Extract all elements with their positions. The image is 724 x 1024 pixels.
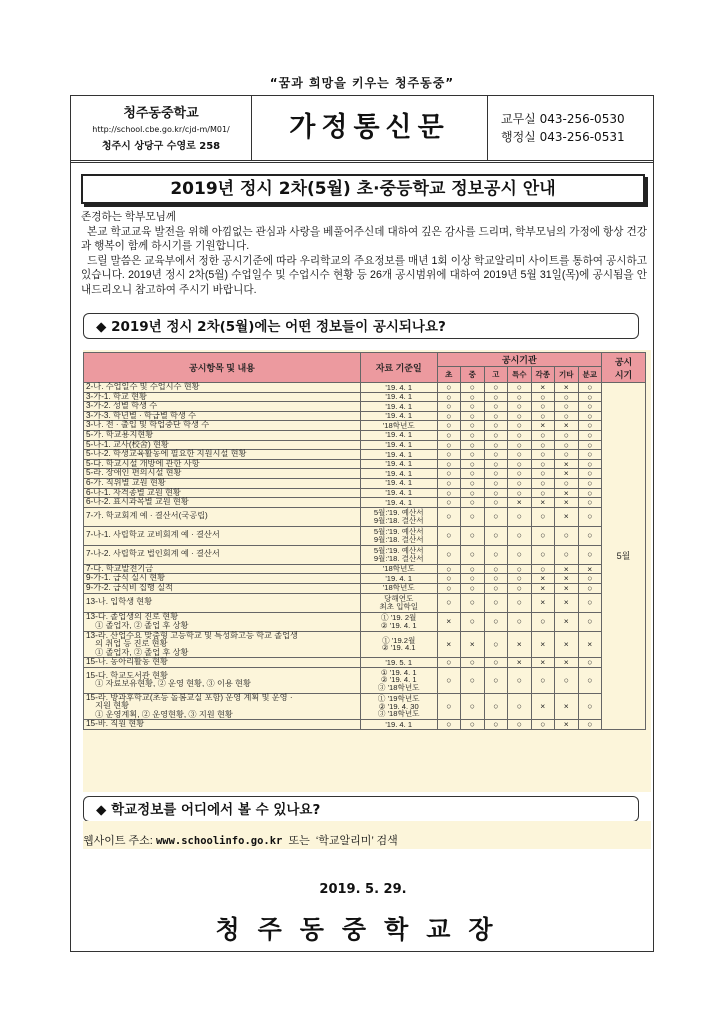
cell-mark: ○ bbox=[461, 402, 485, 412]
cell-mark: × bbox=[461, 631, 485, 658]
cell-mark: ○ bbox=[484, 693, 508, 720]
col-header-org-5: 기타 bbox=[555, 367, 579, 383]
cell-mark: × bbox=[555, 383, 579, 393]
cell-mark: ○ bbox=[555, 526, 579, 545]
cell-mark: ○ bbox=[508, 667, 532, 693]
website-prefix: 웹사이트 주소: bbox=[83, 835, 156, 847]
cell-mark: ○ bbox=[578, 658, 602, 668]
cell-mark: ○ bbox=[461, 720, 485, 730]
table-row bbox=[84, 593, 646, 612]
col-header-time: 공시 시기 bbox=[602, 353, 646, 383]
section-heading-2: ◆ 학교정보를 어디에서 볼 수 있나요? bbox=[83, 796, 639, 822]
cell-item: 7-가. 학교회계 예 · 결산서(국공립) bbox=[84, 507, 361, 526]
cell-mark: ○ bbox=[531, 564, 555, 574]
cell-mark: × bbox=[555, 658, 579, 668]
cell-mark: ○ bbox=[484, 430, 508, 440]
cell-mark: ○ bbox=[508, 383, 532, 393]
cell-mark: ○ bbox=[437, 574, 461, 584]
cell-mark: × bbox=[531, 421, 555, 431]
cell-mark: ○ bbox=[484, 421, 508, 431]
cell-mark: ○ bbox=[461, 667, 485, 693]
cell-mark: × bbox=[508, 658, 532, 668]
website-keyword: ‘학교알리미’ bbox=[315, 835, 374, 847]
cell-mark: ○ bbox=[508, 720, 532, 730]
cell-item: 13-다. 졸업생의 진로 현황 ① 졸업자, ② 졸업 후 상황 bbox=[84, 612, 361, 631]
cell-item: 9-가-2. 급식비 집행 실적 bbox=[84, 583, 361, 593]
cell-std-date: ① '19. 2월 ② '19. 4. 1 bbox=[360, 612, 437, 631]
cell-mark: ○ bbox=[578, 612, 602, 631]
cell-mark: ○ bbox=[555, 392, 579, 402]
cell-mark: × bbox=[531, 498, 555, 508]
cell-mark: ○ bbox=[578, 583, 602, 593]
col-header-org-6: 분교 bbox=[578, 367, 602, 383]
cell-std-date: '19. 5. 1 bbox=[360, 658, 437, 668]
cell-item: 7-나-1. 사립학교 교비회계 예 · 결산서 bbox=[84, 526, 361, 545]
cell-mark: ○ bbox=[437, 583, 461, 593]
cell-mark: ○ bbox=[484, 478, 508, 488]
cell-mark: ○ bbox=[508, 574, 532, 584]
cell-mark: ○ bbox=[484, 574, 508, 584]
slogan: “꿈과 희망을 키우는 청주동중” bbox=[269, 76, 455, 90]
cell-item: 9-가-1. 급식 실시 현황 bbox=[84, 574, 361, 584]
table-row bbox=[84, 583, 646, 593]
cell-mark: ○ bbox=[508, 440, 532, 450]
cell-mark: ○ bbox=[461, 583, 485, 593]
cell-item: 15-라. 방과후학교(초등 돌봄교실 포함) 운영 계획 및 운영 · 지원 현황 ① 운영계획, ② 운영현황, ③ 지원 현황 bbox=[84, 693, 361, 720]
cell-mark: ○ bbox=[555, 440, 579, 450]
greeting-text bbox=[81, 210, 650, 297]
cell-mark: ○ bbox=[531, 478, 555, 488]
cell-mark: ○ bbox=[508, 564, 532, 574]
cell-mark: ○ bbox=[461, 392, 485, 402]
cell-mark: ○ bbox=[461, 411, 485, 421]
cell-mark: × bbox=[555, 564, 579, 574]
cell-std-date: 당해연도 최초 입학일 bbox=[360, 593, 437, 612]
cell-item: 5-가. 학교용지현황 bbox=[84, 430, 361, 440]
cell-mark: ○ bbox=[578, 459, 602, 469]
cell-mark: ○ bbox=[508, 593, 532, 612]
cell-mark: ○ bbox=[484, 658, 508, 668]
cell-mark: × bbox=[508, 498, 532, 508]
cell-mark: ○ bbox=[531, 411, 555, 421]
cell-item: 3-가-3. 학년별 · 학급별 학생 수 bbox=[84, 411, 361, 421]
cell-mark: × bbox=[531, 583, 555, 593]
cell-mark: ○ bbox=[484, 450, 508, 460]
disclosure-table bbox=[83, 352, 646, 730]
cell-mark: × bbox=[437, 631, 461, 658]
cell-mark: ○ bbox=[437, 430, 461, 440]
table-row bbox=[84, 421, 646, 431]
cell-mark: ○ bbox=[437, 667, 461, 693]
phone-numbers bbox=[501, 110, 625, 146]
table-row bbox=[84, 450, 646, 460]
newsletter-frame bbox=[70, 95, 654, 952]
cell-mark: × bbox=[555, 459, 579, 469]
cell-mark: ○ bbox=[437, 488, 461, 498]
cell-std-date: '18학년도 bbox=[360, 421, 437, 431]
cell-mark: ○ bbox=[437, 478, 461, 488]
cell-mark: ○ bbox=[531, 667, 555, 693]
col-header-org-0: 초 bbox=[437, 367, 461, 383]
table-row bbox=[84, 693, 646, 720]
school-url[interactable]: http://school.cbe.go.kr/cjd-m/M01/ bbox=[92, 125, 230, 134]
cell-mark: ○ bbox=[437, 693, 461, 720]
cell-mark: × bbox=[531, 593, 555, 612]
cell-std-date: '19. 4. 1 bbox=[360, 392, 437, 402]
cell-mark: × bbox=[531, 383, 555, 393]
cell-mark: ○ bbox=[461, 564, 485, 574]
cell-mark: ○ bbox=[484, 593, 508, 612]
cell-mark: ○ bbox=[461, 450, 485, 460]
cell-std-date: '19. 4. 1 bbox=[360, 430, 437, 440]
cell-mark: ○ bbox=[578, 421, 602, 431]
cell-mark: ○ bbox=[531, 402, 555, 412]
cell-mark: ○ bbox=[484, 545, 508, 564]
cell-mark: ○ bbox=[508, 507, 532, 526]
table-row bbox=[84, 667, 646, 693]
phone-admin: 행정실 043-256-0531 bbox=[501, 130, 625, 144]
cell-mark: ○ bbox=[508, 583, 532, 593]
table-row bbox=[84, 526, 646, 545]
cell-mark: ○ bbox=[508, 421, 532, 431]
cell-mark: × bbox=[555, 498, 579, 508]
cell-mark: ○ bbox=[437, 450, 461, 460]
cell-mark: ○ bbox=[555, 450, 579, 460]
cell-mark: ○ bbox=[578, 693, 602, 720]
cell-mark: ○ bbox=[484, 720, 508, 730]
cell-mark: × bbox=[555, 507, 579, 526]
cell-disclosure-time: 5월 bbox=[602, 383, 646, 730]
col-header-org: 공시기관 bbox=[437, 353, 602, 367]
school-name: 청주동중학교 bbox=[123, 106, 199, 121]
cell-mark: × bbox=[555, 593, 579, 612]
table-row bbox=[84, 545, 646, 564]
cell-mark: ○ bbox=[437, 720, 461, 730]
col-header-item: 공시항목 및 내용 bbox=[84, 353, 361, 383]
website-url[interactable]: www.schoolinfo.go.kr bbox=[155, 835, 283, 847]
cell-mark: ○ bbox=[461, 488, 485, 498]
signature: 청주동중학교장 bbox=[215, 915, 511, 944]
col-header-org-2: 고 bbox=[484, 367, 508, 383]
cell-mark: ○ bbox=[531, 720, 555, 730]
cell-mark: ○ bbox=[578, 507, 602, 526]
cell-mark: ○ bbox=[437, 469, 461, 479]
cell-mark: ○ bbox=[578, 720, 602, 730]
cell-mark: × bbox=[531, 693, 555, 720]
cell-item: 5-다. 학교시설 개방에 관한 사항 bbox=[84, 459, 361, 469]
cell-mark: ○ bbox=[578, 383, 602, 393]
cell-mark: ○ bbox=[531, 526, 555, 545]
cell-mark: × bbox=[508, 631, 532, 658]
cell-mark: ○ bbox=[508, 402, 532, 412]
cell-mark: ○ bbox=[578, 478, 602, 488]
cell-mark: ○ bbox=[484, 383, 508, 393]
cell-mark: ○ bbox=[461, 430, 485, 440]
cell-mark: ○ bbox=[508, 488, 532, 498]
cell-mark: ○ bbox=[437, 411, 461, 421]
cell-mark: ○ bbox=[508, 430, 532, 440]
cell-mark: ○ bbox=[461, 440, 485, 450]
cell-mark: ○ bbox=[531, 450, 555, 460]
table-row bbox=[84, 498, 646, 508]
col-header-org-4: 각종 bbox=[531, 367, 555, 383]
cell-mark: ○ bbox=[578, 667, 602, 693]
cell-mark: ○ bbox=[508, 450, 532, 460]
cell-mark: ○ bbox=[484, 507, 508, 526]
cell-mark: × bbox=[555, 693, 579, 720]
cell-mark: ○ bbox=[531, 612, 555, 631]
cell-mark: ○ bbox=[531, 459, 555, 469]
website-suffix: 검색 bbox=[373, 835, 398, 847]
cell-mark: ○ bbox=[461, 507, 485, 526]
cell-mark: ○ bbox=[555, 430, 579, 440]
website-middle: 또는 bbox=[282, 835, 316, 847]
cell-mark: ○ bbox=[484, 469, 508, 479]
cell-mark: ○ bbox=[461, 478, 485, 488]
cell-mark: ○ bbox=[437, 526, 461, 545]
letterhead bbox=[71, 96, 653, 163]
cell-mark: ○ bbox=[437, 459, 461, 469]
cell-mark: ○ bbox=[461, 469, 485, 479]
cell-std-date: '19. 4. 1 bbox=[360, 574, 437, 584]
cell-std-date: '18학년도 bbox=[360, 583, 437, 593]
cell-mark: ○ bbox=[578, 450, 602, 460]
cell-mark: ○ bbox=[578, 402, 602, 412]
table-row bbox=[84, 383, 646, 393]
cell-mark: × bbox=[555, 469, 579, 479]
cell-std-date: '19. 4. 1 bbox=[360, 383, 437, 393]
cell-mark: ○ bbox=[555, 667, 579, 693]
cell-mark: ○ bbox=[508, 392, 532, 402]
school-info bbox=[71, 96, 252, 160]
cell-mark: ○ bbox=[484, 564, 508, 574]
table-row bbox=[84, 392, 646, 402]
cell-mark: × bbox=[555, 421, 579, 431]
cell-mark: × bbox=[437, 612, 461, 631]
cell-item: 6-나-2. 표시과목별 교원 현황 bbox=[84, 498, 361, 508]
cell-mark: ○ bbox=[484, 411, 508, 421]
table-row bbox=[84, 574, 646, 584]
cell-mark: ○ bbox=[531, 545, 555, 564]
cell-mark: ○ bbox=[484, 631, 508, 658]
cell-mark: ○ bbox=[484, 583, 508, 593]
cell-mark: ○ bbox=[461, 498, 485, 508]
cell-mark: ○ bbox=[437, 440, 461, 450]
cell-std-date: 5월:'19. 예산서 9월:'18. 결산서 bbox=[360, 507, 437, 526]
cell-mark: ○ bbox=[437, 421, 461, 431]
cell-std-date: '19. 4. 1 bbox=[360, 478, 437, 488]
cell-mark: ○ bbox=[461, 526, 485, 545]
cell-mark: ○ bbox=[484, 488, 508, 498]
cell-mark: ○ bbox=[578, 526, 602, 545]
cell-mark: × bbox=[555, 631, 579, 658]
cell-mark: ○ bbox=[578, 430, 602, 440]
cell-mark: ○ bbox=[531, 469, 555, 479]
cell-std-date: '19. 4. 1 bbox=[360, 498, 437, 508]
cell-mark: ○ bbox=[461, 658, 485, 668]
cell-mark: ○ bbox=[437, 545, 461, 564]
table-row bbox=[84, 430, 646, 440]
cell-std-date: '19. 4. 1 bbox=[360, 469, 437, 479]
cell-mark: × bbox=[555, 488, 579, 498]
cell-mark: ○ bbox=[578, 498, 602, 508]
cell-mark: × bbox=[555, 612, 579, 631]
cell-mark: ○ bbox=[508, 478, 532, 488]
cell-item: 5-나-2. 학생교육활동에 필요한 지원시설 현황 bbox=[84, 450, 361, 460]
cell-mark: ○ bbox=[461, 612, 485, 631]
table-row bbox=[84, 469, 646, 479]
website-line bbox=[83, 832, 398, 848]
cell-mark: ○ bbox=[508, 526, 532, 545]
cell-std-date: '19. 4. 1 bbox=[360, 720, 437, 730]
cell-item: 3-가-2. 성별 학생 수 bbox=[84, 402, 361, 412]
table-row bbox=[84, 507, 646, 526]
cell-mark: ○ bbox=[531, 507, 555, 526]
cell-item: 5-라. 장애인 편의시설 현황 bbox=[84, 469, 361, 479]
table-row bbox=[84, 402, 646, 412]
cell-item: 6-나-1. 자격종별 교원 현황 bbox=[84, 488, 361, 498]
cell-mark: × bbox=[555, 574, 579, 584]
cell-mark: ○ bbox=[437, 498, 461, 508]
cell-std-date: '19. 4. 1 bbox=[360, 459, 437, 469]
table-row bbox=[84, 658, 646, 668]
cell-mark: ○ bbox=[508, 469, 532, 479]
cell-item: 15-다. 학교도서관 현황 ① 자료보유현황, ② 운영 현황, ③ 이용 현황 bbox=[84, 667, 361, 693]
cell-mark: ○ bbox=[437, 507, 461, 526]
cell-item: 7-다. 학교발전기금 bbox=[84, 564, 361, 574]
col-header-std: 자료 기준일 bbox=[360, 353, 437, 383]
cell-std-date: '19. 4. 1 bbox=[360, 440, 437, 450]
phone-office: 교무실 043-256-0530 bbox=[501, 112, 625, 126]
cell-mark: ○ bbox=[437, 392, 461, 402]
cell-mark: ○ bbox=[437, 658, 461, 668]
cell-item: 13-나. 입학생 현황 bbox=[84, 593, 361, 612]
cell-mark: × bbox=[531, 631, 555, 658]
doc-title: 가정통신문 bbox=[252, 96, 488, 160]
cell-item: 3-가-1. 학교 현황 bbox=[84, 392, 361, 402]
cell-item: 5-나-1. 교사(校舍) 현황 bbox=[84, 440, 361, 450]
cell-mark: ○ bbox=[461, 545, 485, 564]
table-row bbox=[84, 720, 646, 730]
cell-mark: ○ bbox=[437, 383, 461, 393]
table-row bbox=[84, 478, 646, 488]
cell-item: 3-나. 전 · 출입 및 학업중단 학생 수 bbox=[84, 421, 361, 431]
table-row bbox=[84, 612, 646, 631]
cell-mark: ○ bbox=[484, 612, 508, 631]
cell-item: 7-나-2. 사립학교 법인회계 예 · 결산서 bbox=[84, 545, 361, 564]
cell-mark: ○ bbox=[461, 693, 485, 720]
cell-item: 15-바. 직원 현황 bbox=[84, 720, 361, 730]
cell-mark: × bbox=[555, 583, 579, 593]
cell-mark: ○ bbox=[461, 459, 485, 469]
cell-mark: ○ bbox=[484, 392, 508, 402]
cell-mark: ○ bbox=[484, 498, 508, 508]
cell-std-date: 5월:'19. 예산서 9월:'18. 결산서 bbox=[360, 545, 437, 564]
cell-mark: ○ bbox=[578, 488, 602, 498]
cell-mark: ○ bbox=[484, 402, 508, 412]
disclosure-table-area bbox=[83, 350, 651, 792]
cell-mark: ○ bbox=[437, 402, 461, 412]
cell-mark: ○ bbox=[484, 667, 508, 693]
table-row bbox=[84, 631, 646, 658]
cell-mark: ○ bbox=[578, 469, 602, 479]
col-header-org-3: 특수 bbox=[508, 367, 532, 383]
cell-std-date: ① '19학년도 ② '19. 4. 30 ③ '18학년도 bbox=[360, 693, 437, 720]
col-header-org-1: 중 bbox=[461, 367, 485, 383]
cell-mark: ○ bbox=[578, 574, 602, 584]
cell-std-date: '19. 4. 1 bbox=[360, 411, 437, 421]
cell-mark: × bbox=[578, 564, 602, 574]
cell-mark: ○ bbox=[508, 693, 532, 720]
cell-mark: ○ bbox=[508, 459, 532, 469]
cell-mark: ○ bbox=[531, 392, 555, 402]
cell-std-date: '18학년도 bbox=[360, 564, 437, 574]
cell-mark: ○ bbox=[578, 593, 602, 612]
greeting-line: 본교 학교교육 발전을 위해 아낌없는 관심과 사랑을 베풀어주신데 대하여 깊은 감사를 드리며, 학부모님의 가정에 항상 건강과 행복이 함께 하시기를 기원합니다. bbox=[81, 225, 647, 252]
cell-mark: ○ bbox=[437, 593, 461, 612]
section-heading-1: ◆ 2019년 정시 2차(5월)에는 어떤 정보들이 공시되나요? bbox=[83, 313, 639, 339]
cell-std-date: '19. 4. 1 bbox=[360, 488, 437, 498]
cell-mark: ○ bbox=[437, 564, 461, 574]
cell-std-date: ① '19. 4. 1 ② '19. 4. 1 ③ '18학년도 bbox=[360, 667, 437, 693]
cell-mark: ○ bbox=[555, 402, 579, 412]
cell-item: 15-나. 동아리활동 현황 bbox=[84, 658, 361, 668]
cell-item: 6-가. 직위별 교원 현황 bbox=[84, 478, 361, 488]
cell-mark: × bbox=[578, 631, 602, 658]
cell-mark: ○ bbox=[555, 478, 579, 488]
cell-mark: ○ bbox=[578, 392, 602, 402]
cell-mark: ○ bbox=[578, 440, 602, 450]
cell-mark: × bbox=[555, 720, 579, 730]
cell-mark: ○ bbox=[531, 440, 555, 450]
cell-std-date: '19. 4. 1 bbox=[360, 450, 437, 460]
cell-std-date: '19. 4. 1 bbox=[360, 402, 437, 412]
cell-mark: × bbox=[531, 574, 555, 584]
cell-std-date: 5월:'19. 예산서 9월:'18. 결산서 bbox=[360, 526, 437, 545]
cell-mark: ○ bbox=[484, 440, 508, 450]
cell-mark: ○ bbox=[461, 383, 485, 393]
cell-mark: ○ bbox=[508, 612, 532, 631]
table-row bbox=[84, 564, 646, 574]
cell-item: 13-라. 산업수요 맞춤형 고등학교 및 특성화고등 학교 졸업생 의 취업 등 진로 현황 ① 졸업자, ② 졸업 후 상황 bbox=[84, 631, 361, 658]
cell-mark: ○ bbox=[531, 488, 555, 498]
issue-date: 2019. 5. 29. bbox=[319, 882, 407, 897]
cell-mark: ○ bbox=[555, 545, 579, 564]
school-address: 청주시 상당구 수영로 258 bbox=[101, 141, 221, 152]
cell-item: 2-나. 수업일수 및 수업시수 현황 bbox=[84, 383, 361, 393]
cell-mark: ○ bbox=[484, 526, 508, 545]
greeting-line: 존경하는 학부모님께 bbox=[81, 211, 177, 223]
cell-mark: ○ bbox=[508, 411, 532, 421]
notice-banner: 2019년 정시 2차(5월) 초·중등학교 정보공시 안내 bbox=[81, 174, 645, 204]
cell-mark: ○ bbox=[578, 411, 602, 421]
greeting-line: 드릴 말씀은 교육부에서 정한 공시기준에 따라 우리학교의 주요정보를 매년 1회 이상 학교알리미 사이트를 통하여 공시하고 있습니다. 2019년 정시 2차(5월) 수업일수 및 수업시수 현황 등 26개 공시범위에 대하여 2019년 5월 31일(목)에 공시됨을 안내드리오니 참고하여 주시기 바랍니다. bbox=[81, 254, 650, 296]
cell-mark: ○ bbox=[578, 545, 602, 564]
cell-mark: ○ bbox=[461, 421, 485, 431]
cell-std-date: ① '19.2월 ② '19. 4.1 bbox=[360, 631, 437, 658]
cell-mark: ○ bbox=[508, 545, 532, 564]
cell-mark: ○ bbox=[461, 593, 485, 612]
cell-mark: × bbox=[531, 658, 555, 668]
cell-mark: ○ bbox=[531, 430, 555, 440]
cell-mark: ○ bbox=[484, 459, 508, 469]
cell-mark: ○ bbox=[461, 574, 485, 584]
cell-mark: ○ bbox=[555, 411, 579, 421]
